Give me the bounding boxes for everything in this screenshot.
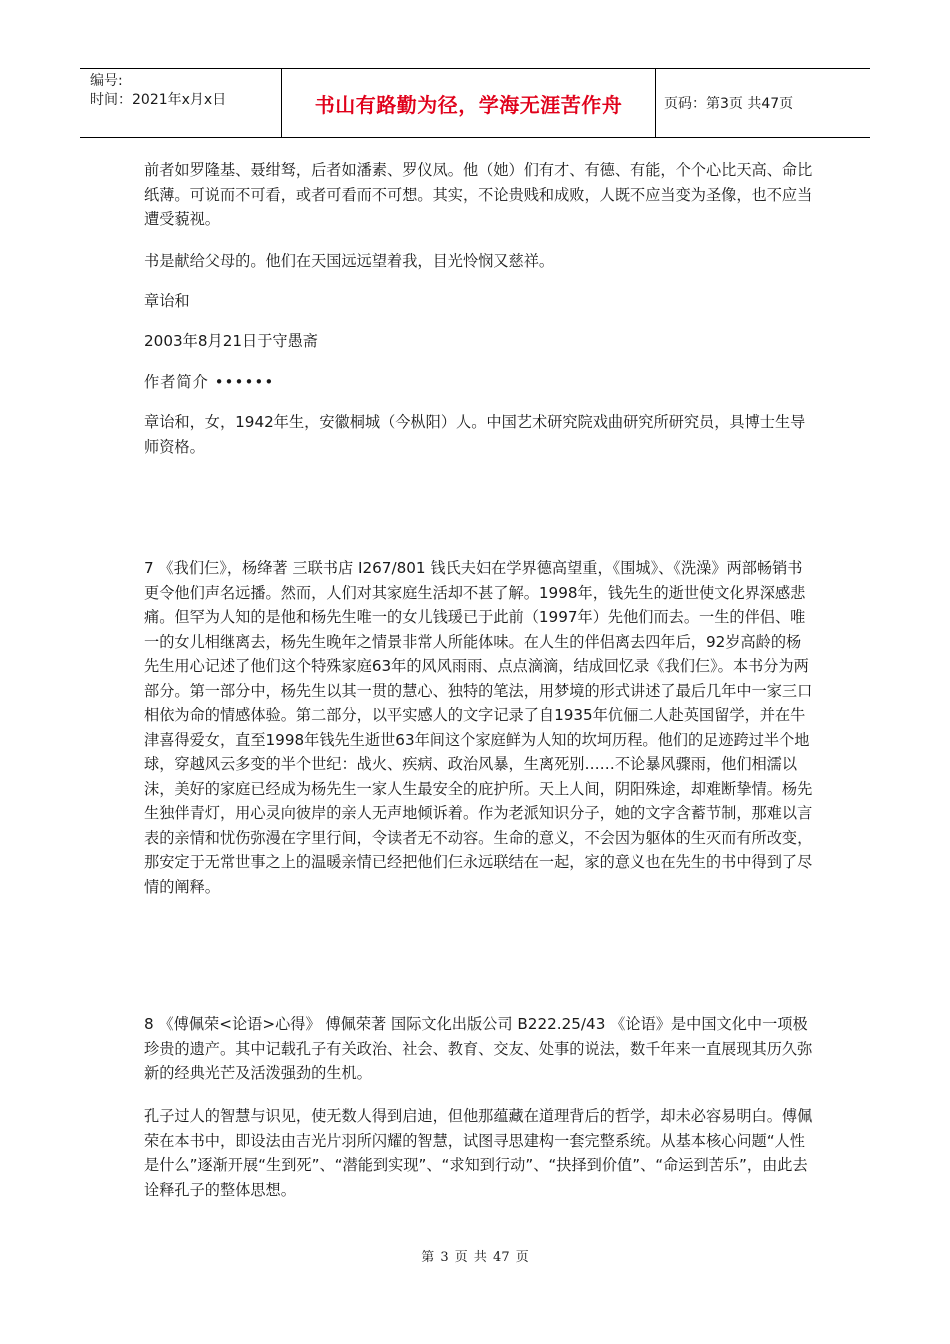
header-meta [80,69,282,137]
book-entry-7: 7 《我们仨》，杨绛著 三联书店 I267/801 钱氏夫妇在学界德高望重，《围城》、《洗澡》两部畅销书更令他们声名远播。然而，人们对其家庭生活却不甚了解。1998年，钱先生的逝世使文化界深感悲痛。但罕为人知的是他和杨先生唯一的女儿钱瑗已于此前（1997年）先他们而去。一生的伴侣、唯一的女儿相继离去，杨先生晚年之情景非常人所能体味。在人生的伴侣离去四年后，92岁高龄的杨先生用心记述了他们这个特殊家庭63年的风风雨雨、点点滴滴，结成回忆录《我们仨》。本书分为两部分。第一部分中，杨先生以其一贯的慧心、独特的笔法，用梦境的形式讲述了最后几年中一家三口相依为命的情感体验。第二部分，以平实感人的文字记录了自1935年伉俪二人赴英国留学，并在牛津喜得爱女，直至1998年钱先生逝世63年间这个家庭鲜为人知的坎坷历程。他们的足迹跨过半个地球，穿越风云多变的半个世纪：战火、疾病、政治风暴，生离死别……不论暴风骤雨，他们相濡以沫，美好的家庭已经成为杨先生一家人生最安全的庇护所。天上人间，阴阳殊途，却难断挚情。杨先生独伴青灯，用心灵向彼岸的亲人无声地倾诉着。作为老派知识分子，她的文字含蓄节制，那难以言表的亲情和忧伤弥漫在字里行间，令读者无不动容。生命的意义，不会因为躯体的生灭而有所改变，那安定于无常世事之上的温暖亲情已经把他们仨永远联结在一起，家的意义也在先生的书中得到了尽情的阐释。 [144,559,813,896]
header-page-info [656,69,870,137]
author-intro-heading: 作者简介 •••••• [144,373,275,391]
header-motto-cell [282,69,656,137]
page-footer: 第 3 页 共 47 页 [421,1250,529,1265]
page-header [80,68,870,138]
motto: 书山有路勤为径，学海无涯苦作舟 [314,92,623,117]
paragraph-dedication: 书是献给父母的。他们在天国远远望着我，目光怜悯又慈祥。 [144,252,555,270]
author-bio: 章诒和，女，1942年生，安徽桐城（今枞阳）人。中国艺术研究院戏曲研究所研究员，具博士生导师资格。 [144,413,806,456]
author-signature: 章诒和 [144,292,190,310]
page-info: 页码：第3页 共47页 [664,96,794,112]
time-label: 时间：2021年x月x日 [90,92,227,108]
book-entry-8-continued: 孔子过人的智慧与识见，使无数人得到启迪，但他那蕴藏在道理背后的哲学，却未必容易明白。傅佩荣在本书中，即设法由吉光片羽所闪耀的智慧，试图寻思建构一套完整系统。从基本核心问题“人性是什么”逐渐开展“生到死”、“潜能到实现”、“求知到行动”、“抉择到价值”、“命运到苦乐”，由此去诠释孔子的整体思想。 [144,1107,813,1199]
date-line: 2003年8月21日于守愚斋 [144,332,318,350]
paragraph-intro: 前者如罗隆基、聂绀驽，后者如潘素、罗仪凤。他（她）们有才、有德、有能，个个心比天高、命比纸薄。可说而不可看，或者可看而不可想。其实，不论贵贱和成败，人既不应当变为圣像，也不应当遭受藐视。 [144,161,813,228]
book-entry-8: 8 《傅佩荣<论语>心得》 傅佩荣著 国际文化出版公司 B222.25/43 《论语》是中国文化中一项极珍贵的遗产。其中记载孔子有关政治、社会、教育、交友、处事的说法，数千年来一直展现其历久弥新的经典光芒及活泼强劲的生机。 [144,1015,813,1082]
number-label: 编号: [90,73,123,89]
